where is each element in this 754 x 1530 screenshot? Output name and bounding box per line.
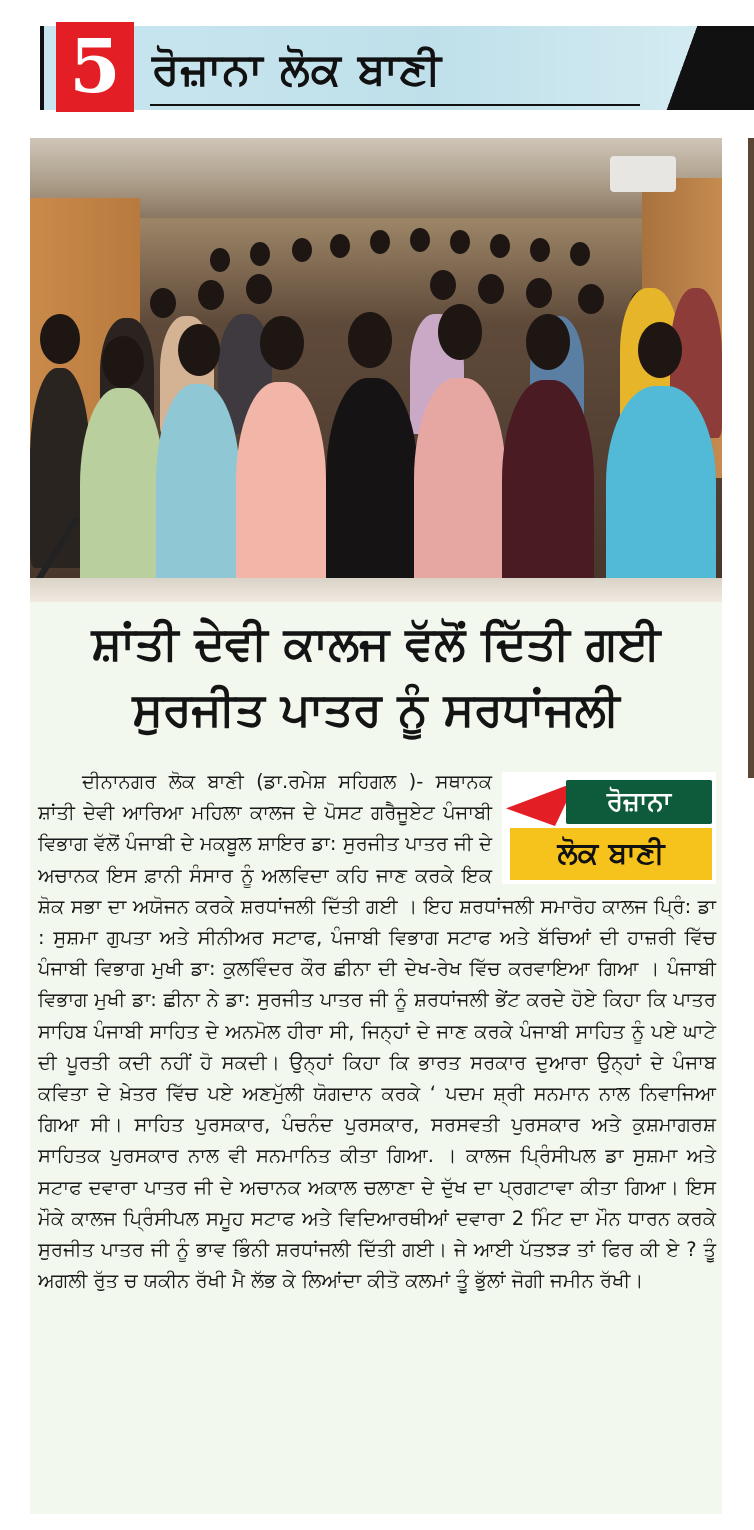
logo-line-2: ਲੋਕ ਬਾਣੀ xyxy=(510,828,712,880)
masthead-underline xyxy=(150,104,640,106)
logo-line-1: ਰੋਜ਼ਾਨਾ xyxy=(566,780,712,824)
masthead xyxy=(0,0,754,128)
photo-table-edge xyxy=(30,578,722,602)
article-body-text: ਦੀਨਾਨਗਰ ਲੋਕ ਬਾਣੀ (ਡਾ.ਰਮੇਸ਼ ਸਹਿਗਲ )- ਸਥਾਨਕ ਸ਼ਾਂਤੀ ਦੇਵੀ ਆਰਿਆ ਮਹਿਲਾ ਕਾਲਜ ਦੇ ਪੋਸਟ ਗਰੈਜੂਏਟ ਪੰਜਾਬੀ ਵਿਭਾਗ ਵੱਲੋਂ ਪੰਜਾਬੀ ਦੇ ਮਕਬੂਲ ਸ਼ਾਇਰ ਡਾ: ਸੁਰਜੀਤ ਪਾਤਰ ਜੀ ਦੇ ਅਚਾਨਕ ਇਸ ਫ਼ਾਨੀ ਸੰਸਾਰ ਨੂੰ ਅਲਵਿਦਾ ਕਹਿ ਜਾਣ ਕਰਕੇ ਇਕ ਸ਼ੋਕ ਸਭਾ ਦਾ ਅਯੋਜਨ ਕਰਕੇ ਸ਼ਰਧਾਂਜਲੀ ਦਿੱਤੀ ਗਈ । ਇਹ ਸ਼ਰਧਾਂਜਲੀ ਸਮਾਰੋਹ ਕਾਲਜ ਪ੍ਰਿੰ: ਡਾ : ਸੁਸ਼ਮਾ ਗੁਪਤਾ ਅਤੇ ਸੀਨੀਅਰ ਸਟਾਫ, ਪੰਜਾਬੀ ਵਿਭਾਗ ਸਟਾਫ ਅਤੇ ਬੱਚਿਆਂ ਦੀ ਹਾਜ਼ਰੀ ਵਿੱਚ ਪੰਜਾਬੀ ਵਿਭਾਗ ਮੁਖੀ ਡਾ: ਕੁਲਵਿੰਦਰ ਕੌਰ ਛੀਨਾ ਦੀ ਦੇਖ-ਰੇਖ ਵਿੱਚ ਕਰਵਾਇਆ ਗਿਆ । ਪੰਜਾਬੀ ਵਿਭਾਗ ਮੁਖੀ ਡਾ: ਛੀਨਾ ਨੇ ਡਾ: ਸੁਰਜੀਤ ਪਾਤਰ ਜੀ ਨੂੰ ਸ਼ਰਧਾਂਜਲੀ ਭੇਂਟ ਕਰਦੇ ਹੋਏ ਕਿਹਾ ਕਿ ਪਾਤਰ ਸਾਹਿਬ ਪੰਜਾਬੀ ਸਾਹਿਤ ਦੇ ਅਨਮੋਲ ਹੀਰਾ ਸੀ, ਜਿਨ੍ਹਾਂ ਦੇ ਜਾਣ ਕਰਕੇ ਪੰਜਾਬੀ ਸਾਹਿਤ ਨੂੰ ਪਏ ਘਾਟੇ ਦੀ ਪੂਰਤੀ ਕਦੀ ਨਹੀਂ ਹੋ ਸਕਦੀ। ਉਨ੍ਹਾਂ ਕਿਹਾ ਕਿ ਭਾਰਤ ਸਰਕਾਰ ਦੁਆਰਾ ਉਨ੍ਹਾਂ ਦੇ ਪੰਜਾਬ ਕਵਿਤਾ ਦੇ ਖ਼ੇਤਰ ਵਿੱਚ ਪਏ ਅਣਮੁੱਲੀ ਯੋਗਦਾਨ ਕਰਕੇ ‘ ਪਦਮ ਸ਼੍ਰੀ ਸਨਮਾਨ ਨਾਲ ਨਿਵਾਜਿਆ ਗਿਆ ਸੀ। ਸਾਹਿਤ ਪੁਰਸਕਾਰ, ਪੰਚਨੰਦ ਪੁਰਸਕਾਰ, ਸਰਸਵਤੀ ਪੁਰਸਕਾਰ ਅਤੇ ਕੁਸ਼ਮਾਗਰਸ਼ ਸਾਹਿਤਕ ਪੁਰਸਕਾਰ ਨਾਲ ਵੀ ਸਨਮਾਨਿਤ ਕੀਤਾ ਗਿਆ. । ਕਾਲਜ ਪ੍ਰਿੰਸੀਪਲ ਡਾ ਸੁਸ਼ਮਾ ਅਤੇ ਸਟਾਫ ਦਵਾਰਾ ਪਾਤਰ ਜੀ ਦੇ ਅਚਾਨਕ ਅਕਾਲ ਚਲਾਣਾ ਦੇ ਦੁੱਖ ਦਾ ਪ੍ਰਗਟਾਵਾ ਕੀਤਾ ਗਿਆ। ਇਸ ਮੌਕੇ ਕਾਲਜ ਪ੍ਰਿੰਸੀਪਲ ਸਮੂਹ ਸਟਾਫ ਅਤੇ ਵਿਦਿਆਰਥੀਆਂ ਦਵਾਰਾ 2 ਮਿੰਟ ਦਾ ਮੌਨ ਧਾਰਨ ਕਰਕੇ ਸੁਰਜੀਤ ਪਾਤਰ ਜੀ ਨੂੰ ਭਾਵ ਭਿੰਨੀ ਸ਼ਰਧਾਂਜਲੀ ਦਿੱਤੀ ਗਈ। ਜੇ ਆਈ ਪੱਤਝੜ ਤਾਂ ਫਿਰ ਕੀ ਏ ? ਤੂੰ ਅਗਲੀ ਰੁੱਤ ਚ ਯਕੀਨ ਰੱਖੀ ਮੈ ਲੱਭ ਕੇ ਲਿਆਂਦਾ ਕੀਤੋ ਕਲਮਾਂ ਤੂੰ ਭੁੱਲਾਂ ਜੋਗੀ ਜਮੀਨ ਰੱਖੀ। xyxy=(38,770,716,1293)
masthead-edge xyxy=(40,26,44,110)
article-body xyxy=(38,766,716,1296)
adjacent-photo-edge xyxy=(748,138,754,778)
inset-newspaper-logo xyxy=(502,772,716,884)
article-headline xyxy=(30,610,722,742)
page-number: 5 xyxy=(56,22,134,112)
event-photo xyxy=(30,138,722,602)
newspaper-title: ਰੋਜ਼ਾਨਾ ਲੋਕ ਬਾਣੀ xyxy=(152,44,442,95)
photo-ac-unit xyxy=(610,156,676,192)
headline-line-1: ਸ਼ਾਂਤੀ ਦੇਵੀ ਕਾਲਜ ਵੱਲੋਂ ਦਿੱਤੀ ਗਈ xyxy=(91,616,661,670)
masthead-black-wedge xyxy=(640,26,754,110)
photo-front-row xyxy=(30,388,722,602)
headline-line-2: ਸੁਰਜੀਤ ਪਾਤਰ ਨੂੰ ਸਰਧਾਂਜਲੀ xyxy=(132,682,620,736)
